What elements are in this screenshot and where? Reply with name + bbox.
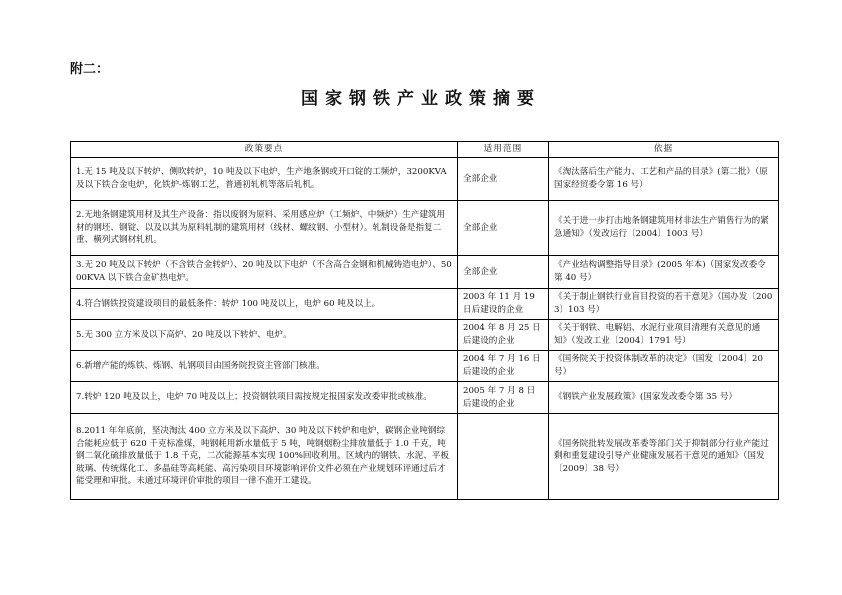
basis-cell: 《产业结构调整指导目录》(2005 年本)（国家发改委令第 40 号） <box>549 256 779 289</box>
table-row <box>71 414 779 500</box>
scope-cell: 2004 年 8 月 25 日后建设的企业 <box>458 320 549 351</box>
table-row <box>71 201 779 256</box>
scope-cell: 2005 年 7 月 8 日后建设的企业 <box>458 382 549 414</box>
basis-cell: 《钢铁产业发展政策》(国家发改委令第 35 号） <box>549 382 779 414</box>
attachment-label: 附二： <box>70 62 110 77</box>
scope-cell: 全部企业 <box>458 158 549 201</box>
scope-cell: 全部企业 <box>458 256 549 289</box>
basis-cell: 《关于钢铁、电解铝、水泥行业项目清理有关意见的通知》（发改工业〔2004〕1791 号） <box>549 320 779 351</box>
basis-cell: 《关于进一步打击地条钢建筑用材非法生产销售行为的紧急通知》（发改运行〔2004〕1003 号） <box>549 201 779 256</box>
column-header-basis: 依据 <box>549 142 779 158</box>
policy-point-cell: 3.无 20 吨及以下转炉（不含铁合金转炉）、20 吨及以下电炉（不含高合金钢和机械铸造电炉）、5000KVA 以下铁合金矿热电炉。 <box>71 256 458 289</box>
scope-cell <box>458 414 549 500</box>
basis-cell: 《关于制止钢铁行业盲目投资的若干意见》（国办发〔2003〕103 号） <box>549 289 779 320</box>
basis-cell: 《国务院关于投资体制改革的决定》（国发〔2004〕20 号） <box>549 351 779 382</box>
column-header-points: 政策要点 <box>71 142 458 158</box>
policy-point-cell: 7.转炉 120 吨及以上，电炉 70 吨及以上；投资钢铁项目需按规定报国家发改委审批或核准。 <box>71 382 458 414</box>
policy-point-cell: 8.2011 年年底前，坚决淘汰 400 立方米及以下高炉、30 吨及以下转炉和电炉，碳钢企业吨钢综合能耗应低于 620 千克标准煤，吨钢耗用新水量低于 5 吨，吨钢烟粉尘排放量低于 1.0 千克，吨钢二氧化硫排放量低于 1.8 千克，二次能源基本实现 100%回收利用。区域内的钢铁、水泥、平板玻璃、传统煤化工、多晶硅等高耗能、高污染项目环境影响评价文件必须在产业规划环评通过后才能受理和审批。未通过环境评价审批的项目一律不准开工建设。 <box>71 414 458 500</box>
basis-cell: 《国务院批转发展改革委等部门关于抑制部分行业产能过剩和重复建设引导产业健康发展若干意见的通知》（国发〔2009〕38 号） <box>549 414 779 500</box>
scope-cell: 全部企业 <box>458 201 549 256</box>
scope-cell: 2003 年 11 月 19 日后建设的企业 <box>458 289 549 320</box>
table-row <box>71 256 779 289</box>
column-header-scope: 适用范围 <box>458 142 549 158</box>
policy-point-cell: 5.无 300 立方米及以下高炉、20 吨及以下转炉、电炉。 <box>71 320 458 351</box>
table-row <box>71 382 779 414</box>
scope-cell: 2004 年 7 月 16 日后建设的企业 <box>458 351 549 382</box>
policy-point-cell: 1.无 15 吨及以下转炉、侧吹转炉，10 吨及以下电炉，生产地条钢或开口锭的工频炉，3200KVA 及以下铁合金电炉，化铁炉-炼钢工艺，普通初轧机等落后轧机。 <box>71 158 458 201</box>
table-header-row <box>71 142 779 158</box>
policy-table <box>70 141 779 500</box>
policy-point-cell: 4.符合钢铁投资建设项目的最低条件：转炉 100 吨及以上，电炉 60 吨及以上。 <box>71 289 458 320</box>
page-title: 国家钢铁产业政策摘要 <box>301 89 541 109</box>
basis-cell: 《淘汰落后生产能力、工艺和产品的目录》(第二批）（原国家经贸委令第 16 号） <box>549 158 779 201</box>
table-row <box>71 289 779 320</box>
policy-point-cell: 6.新增产能的炼铁、炼钢、轧钢项目由国务院投资主管部门核准。 <box>71 351 458 382</box>
policy-point-cell: 2.无地条钢建筑用材及其生产设备：指以废钢为原料、采用感应炉（工频炉、中频炉）生产建筑用材的钢坯、钢锭、以及以其为原料轧制的建筑用材（线材、螺纹钢、小型材）。轧制设备是指复二重、横列式钢材轧机。 <box>71 201 458 256</box>
table-row <box>71 158 779 201</box>
table-row <box>71 320 779 351</box>
table-row <box>71 351 779 382</box>
